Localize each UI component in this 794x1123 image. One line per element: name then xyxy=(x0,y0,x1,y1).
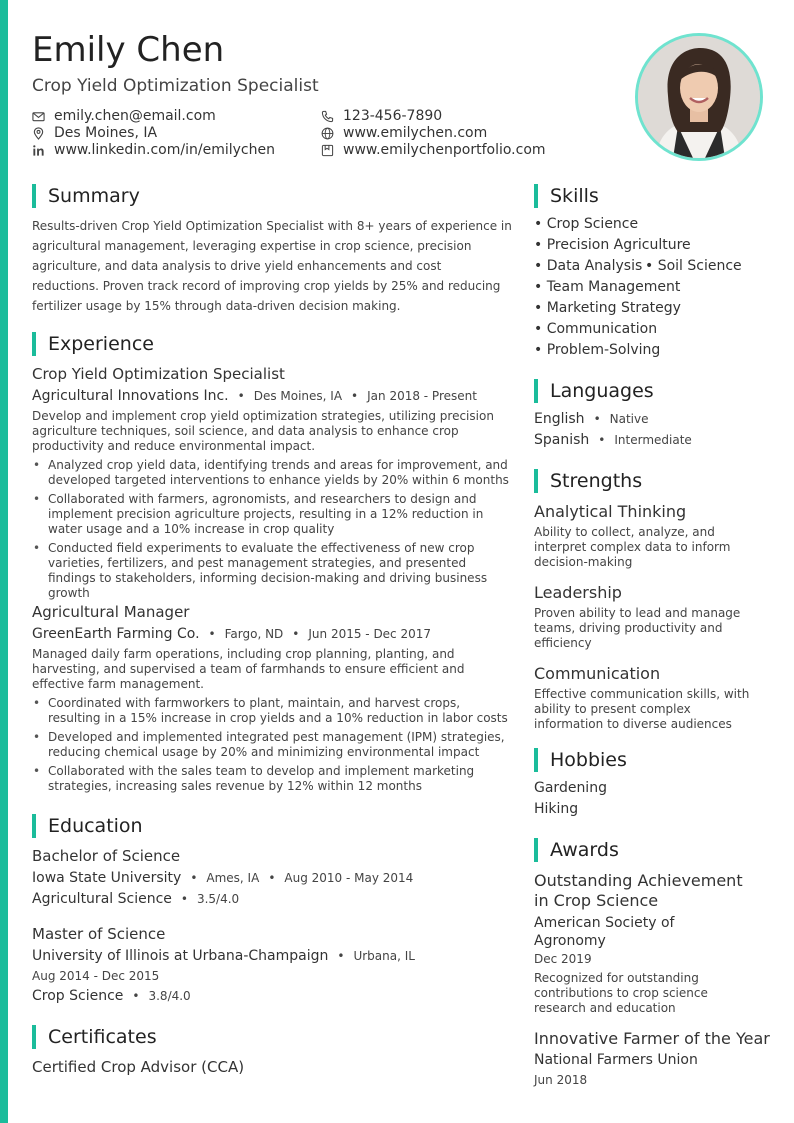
language-level: Native xyxy=(609,412,649,426)
contact-email[interactable] xyxy=(32,108,216,124)
separator-dot: • xyxy=(208,627,216,641)
separator-dot: • xyxy=(593,412,601,426)
job-description: Managed daily farm operations, including crop planning, planting, and harvesting, and supervised a team of farmhands to ensure efficient and effective farm management. xyxy=(32,647,465,691)
contact-email-text: emily.chen@email.com xyxy=(54,108,216,124)
portfolio-icon xyxy=(321,144,334,157)
job-title: Crop Yield Optimization Specialist xyxy=(32,365,285,383)
language-item xyxy=(534,432,692,448)
skill-item: • Soil Science xyxy=(645,258,742,274)
list-item: • Developed and implemented integrated pest management (IPM) strategies, reducing chemical usage by 20% and minimizing environmental impact xyxy=(32,730,514,760)
separator-dot: • xyxy=(337,949,345,963)
skills-heading: Skills xyxy=(534,184,599,208)
gpa: 3.5/4.0 xyxy=(196,892,240,906)
awards-heading: Awards xyxy=(534,838,619,862)
award-title: Outstanding Achievement in Crop Science xyxy=(534,871,743,910)
language-item xyxy=(534,411,649,427)
language-name: English xyxy=(534,411,585,427)
skill-item: • Team Management xyxy=(534,279,681,295)
education-meta xyxy=(32,948,415,964)
contact-phone[interactable] xyxy=(321,108,442,124)
list-item: • Analyzed crop yield data, identifying trends and areas for improvement, and developed targeted interventions to enhance yields by 20% within 6 months xyxy=(32,458,514,488)
languages-heading: Languages xyxy=(534,379,654,403)
job-meta xyxy=(32,388,477,404)
hobby-item: Hiking xyxy=(534,801,579,817)
award-date: Jun 2018 xyxy=(534,1073,588,1087)
education-meta xyxy=(32,870,413,886)
award-date: Dec 2019 xyxy=(534,952,592,966)
award-org: National Farmers Union xyxy=(534,1052,698,1068)
language-level: Intermediate xyxy=(614,433,692,447)
school-name: Iowa State University xyxy=(32,870,182,886)
education-field-row xyxy=(32,988,191,1004)
summary-heading: Summary xyxy=(32,184,140,208)
list-item: • Collaborated with the sales team to develop and implement marketing strategies, increasing sales revenue by 12% within 12 months xyxy=(32,764,514,794)
certificate-item: Certified Crop Advisor (CCA) xyxy=(32,1058,245,1076)
separator-dot: • xyxy=(180,892,188,906)
hobbies-heading: Hobbies xyxy=(534,748,627,772)
degree-title: Bachelor of Science xyxy=(32,847,181,865)
candidate-name: Emily Chen xyxy=(32,30,225,70)
degree-title: Master of Science xyxy=(32,925,166,943)
contact-website-text: www.emilychen.com xyxy=(343,125,488,141)
strength-title: Analytical Thinking xyxy=(534,502,687,521)
job-meta xyxy=(32,626,431,642)
location-icon xyxy=(32,127,45,140)
job-bullets xyxy=(32,458,514,605)
separator-dot: • xyxy=(190,871,198,885)
linkedin-icon xyxy=(32,144,45,157)
contact-linkedin-text: www.linkedin.com/in/emilychen xyxy=(54,142,275,158)
job-title: Agricultural Manager xyxy=(32,603,190,621)
skill-item: • Crop Science xyxy=(534,216,639,232)
strength-description: Proven ability to lead and manage teams, driving productivity and efficiency xyxy=(534,606,741,650)
separator-dot: • xyxy=(292,627,300,641)
separator-dot: • xyxy=(268,871,276,885)
award-description: Recognized for outstanding contributions to crop science research and education xyxy=(534,971,708,1015)
candidate-title: Crop Yield Optimization Specialist xyxy=(32,76,319,96)
skill-item: • Communication xyxy=(534,321,658,337)
separator-dot: • xyxy=(598,433,606,447)
job-description: Develop and implement crop yield optimization strategies, utilizing precision agriculture techniques, soil science, and data analysis to enhance crop productivity and reduce environmental impact. xyxy=(32,409,494,453)
award-org: American Society of Agronomy xyxy=(534,915,675,949)
strength-title: Leadership xyxy=(534,583,622,602)
strength-description: Effective communication skills, with ability to present complex information to diverse audiences xyxy=(534,687,750,731)
contact-website[interactable] xyxy=(321,125,487,141)
education-dates: Aug 2014 - Dec 2015 xyxy=(32,969,160,983)
portrait-image xyxy=(638,36,760,158)
contact-location xyxy=(32,125,157,141)
job-dates: Jan 2018 - Present xyxy=(367,389,477,403)
accent-bar xyxy=(0,0,8,1123)
education-dates: Aug 2010 - May 2014 xyxy=(284,871,414,885)
school-location: Ames, IA xyxy=(206,871,260,885)
certificates-heading: Certificates xyxy=(32,1025,157,1049)
job-dates: Jun 2015 - Dec 2017 xyxy=(308,627,432,641)
education-field-row xyxy=(32,891,239,907)
separator-dot: • xyxy=(237,389,245,403)
globe-icon xyxy=(321,127,334,140)
job-bullets xyxy=(32,696,514,798)
experience-heading: Experience xyxy=(32,332,154,356)
job-location: Des Moines, IA xyxy=(253,389,343,403)
award-title: Innovative Farmer of the Year xyxy=(534,1029,770,1048)
list-item: • Coordinated with farmworkers to plant, maintain, and harvest crops, resulting in a 15% increase in crop yields and a 10% reduction in labor costs xyxy=(32,696,514,726)
list-item: • Conducted field experiments to evaluate the effectiveness of new crop varieties, fertilizers, and pest management strategies, and presented findings to stakeholders, informing decision-making and driving business growth xyxy=(32,541,514,601)
summary-text: Results-driven Crop Yield Optimization Specialist with 8+ years of experience in agricultural management, leveraging expertise in crop science, precision agriculture, and data analysis to drive yield enhancements and cost reductions. Proven track record of improving crop yields by 25% and reducing fertilizer usage by 15% through data-driven decision making. xyxy=(32,219,512,313)
skill-item: • Data Analysis xyxy=(534,258,643,274)
job-location: Fargo, ND xyxy=(224,627,284,641)
education-heading: Education xyxy=(32,814,143,838)
contact-linkedin[interactable] xyxy=(32,142,275,158)
contact-portfolio-text: www.emilychenportfolio.com xyxy=(343,142,546,158)
school-location: Urbana, IL xyxy=(353,949,415,963)
field-of-study: Crop Science xyxy=(32,988,124,1004)
job-company: Agricultural Innovations Inc. xyxy=(32,388,229,404)
strength-description: Ability to collect, analyze, and interpret complex data to inform decision-making xyxy=(534,525,731,569)
profile-photo xyxy=(635,33,763,161)
skill-item: • Precision Agriculture xyxy=(534,237,691,253)
skill-item: • Problem-Solving xyxy=(534,342,661,358)
contact-location-text: Des Moines, IA xyxy=(54,125,158,141)
skill-item: • Marketing Strategy xyxy=(534,300,681,316)
hobby-item: Gardening xyxy=(534,780,607,796)
separator-dot: • xyxy=(132,989,140,1003)
contact-phone-text: 123-456-7890 xyxy=(343,108,443,124)
language-name: Spanish xyxy=(534,432,590,448)
job-company: GreenEarth Farming Co. xyxy=(32,626,200,642)
mail-icon xyxy=(32,110,45,123)
phone-icon xyxy=(321,110,334,123)
strengths-heading: Strengths xyxy=(534,469,642,493)
field-of-study: Agricultural Science xyxy=(32,891,172,907)
school-name: University of Illinois at Urbana-Champaign xyxy=(32,948,329,964)
strength-title: Communication xyxy=(534,664,661,683)
contact-portfolio[interactable] xyxy=(321,142,546,158)
gpa: 3.8/4.0 xyxy=(148,989,191,1003)
list-item: • Collaborated with farmers, agronomists, and researchers to design and implement precision agriculture projects, resulting in a 12% reduction in water usage and a 10% increase in crop quality xyxy=(32,492,514,537)
separator-dot: • xyxy=(351,389,359,403)
